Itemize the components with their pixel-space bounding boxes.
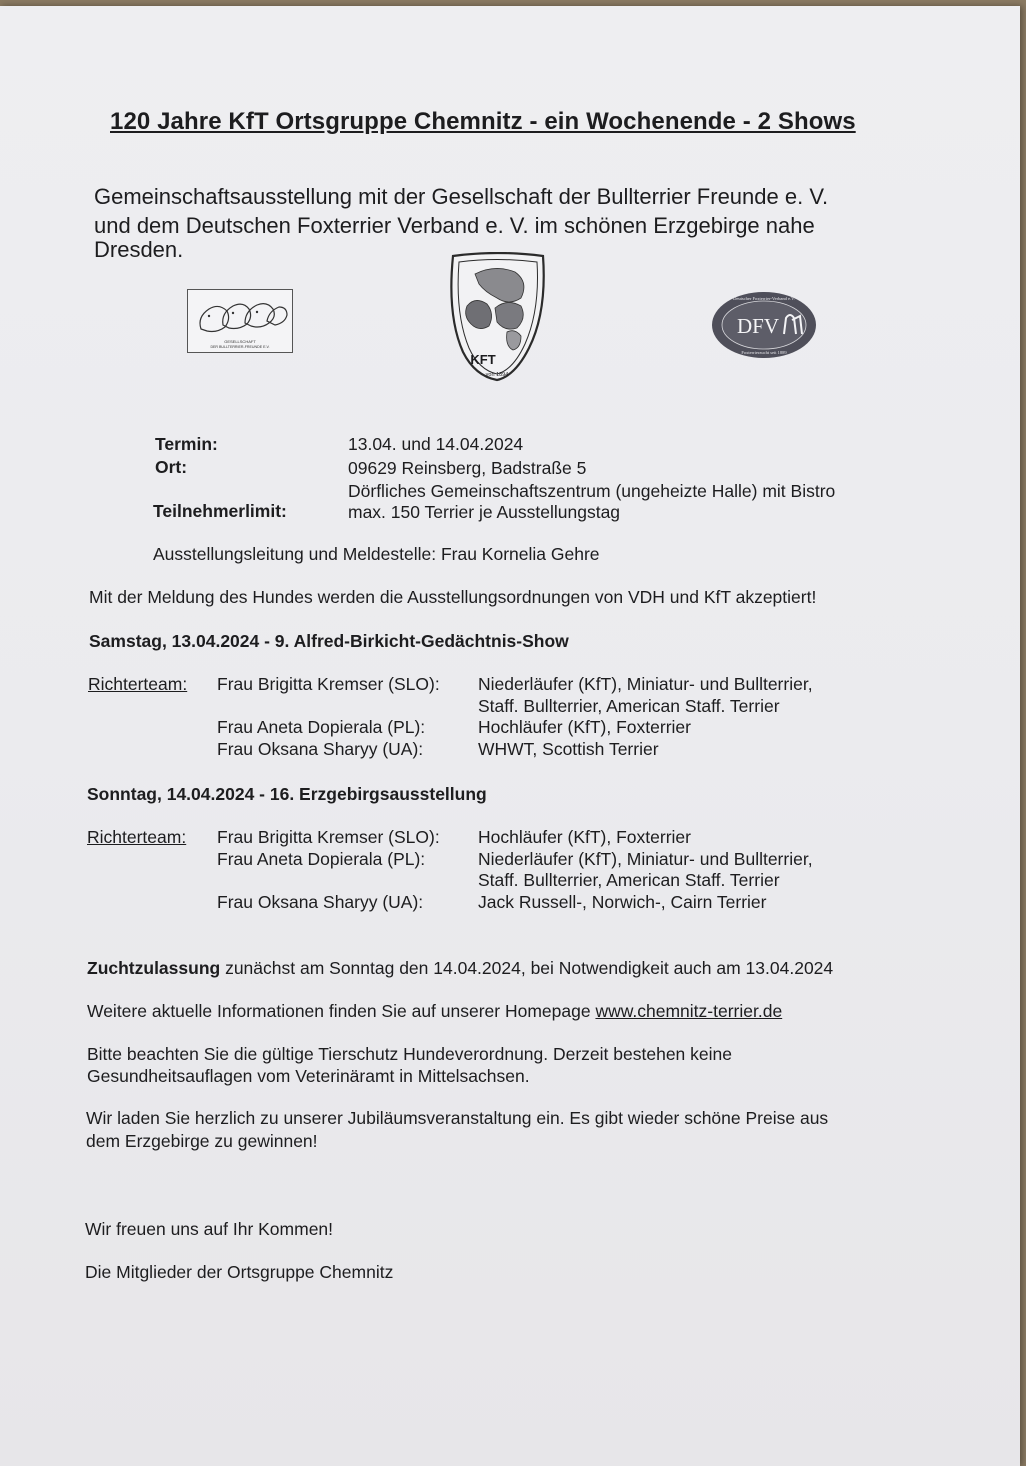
sunday-heading: Sonntag, 14.04.2024 - 16. Erzgebirgsausstellung <box>87 784 487 804</box>
sunday-judge-1-name: Frau Brigitta Kremser (SLO): <box>217 827 440 847</box>
saturday-judge-2-name: Frau Aneta Dopierala (PL): <box>217 717 426 737</box>
notice-line-2: Gesundheitsauflagen vom Veterinäramt in Mittelsachsen. <box>87 1066 530 1086</box>
bullterrier-heads-logo <box>187 289 293 353</box>
homepage-paragraph <box>87 1001 782 1022</box>
limit-label: Teilnehmerlimit: <box>153 501 287 521</box>
sunday-judge-2-breeds-2: Staff. Bullterrier, American Staff. Terrier <box>478 870 780 890</box>
dfv-oval-seal-logo <box>710 290 818 360</box>
termin-label: Termin: <box>155 434 218 454</box>
invite-line-2: dem Erzgebirge zu gewinnen! <box>86 1131 318 1151</box>
homepage-link[interactable]: www.chemnitz-terrier.de <box>595 1001 783 1021</box>
sunday-judge-2-name: Frau Aneta Dopierala (PL): <box>217 849 426 869</box>
saturday-heading: Samstag, 13.04.2024 - 9. Alfred-Birkicht-Gedächtnis-Show <box>89 631 569 651</box>
sunday-judge-3-breeds: Jack Russell-, Norwich-, Cairn Terrier <box>478 892 767 912</box>
saturday-judge-3-name: Frau Oksana Sharyy (UA): <box>217 739 424 759</box>
zucht-paragraph <box>87 958 833 979</box>
saturday-team-label: Richterteam: <box>88 674 188 694</box>
intro-line-2: und dem Deutschen Foxterrier Verband e. V. im schönen Erzgebirge nahe <box>94 213 815 238</box>
signature-text: Die Mitglieder der Ortsgruppe Chemnitz <box>85 1262 394 1282</box>
homepage-text: Weitere aktuelle Informationen finden Sie auf unserer Homepage <box>87 1001 596 1021</box>
gbf-logo-text-1: GESELLSCHAFT <box>224 339 256 344</box>
page-title: 120 Jahre KfT Ortsgruppe Chemnitz - ein Wochenende - 2 Shows <box>110 108 856 135</box>
kft-terrier-badge-logo <box>445 252 549 384</box>
gbf-logo-text-2: DER BULLTERRIER-FREUNDE E.V. <box>210 345 270 349</box>
kft-logo-label: KFT <box>470 352 496 367</box>
saturday-judge-2-breeds: Hochläufer (KfT), Foxterrier <box>478 717 691 737</box>
kft-logo-year: von 1894 <box>485 372 509 378</box>
acceptance-text: Mit der Meldung des Hundes werden die Ausstellungsordnungen von VDH und KfT akzeptiert! <box>89 587 817 607</box>
notice-line-1: Bitte beachten Sie die gültige Tierschutz Hundeverordnung. Derzeit bestehen keine <box>87 1044 732 1064</box>
ort-line-1: 09629 Reinsberg, Badstraße 5 <box>348 458 587 478</box>
sunday-judge-2-breeds-1: Niederläufer (KfT), Miniatur- und Bullterrier, <box>478 849 813 869</box>
saturday-judge-1-breeds-1: Niederläufer (KfT), Miniatur- und Bullterrier, <box>478 674 813 694</box>
saturday-judge-1-breeds-2: Staff. Bullterrier, American Staff. Terrier <box>478 696 780 716</box>
zucht-rest: zunächst am Sonntag den 14.04.2024, bei Notwendigkeit auch am 13.04.2024 <box>220 958 834 978</box>
intro-line-3: Dresden. <box>94 237 184 262</box>
dfv-ring-top: Deutscher Foxterrier-Verband e.V. <box>733 296 795 301</box>
sunday-team-label: Richterteam: <box>87 827 187 847</box>
intro-line-1: Gemeinschaftsausstellung mit der Gesellschaft der Bullterrier Freunde e. V. <box>94 184 829 209</box>
sunday-judge-1-breeds: Hochläufer (KfT), Foxterrier <box>478 827 691 847</box>
document-page <box>0 6 1020 1466</box>
sunday-judge-3-name: Frau Oksana Sharyy (UA): <box>217 892 424 912</box>
zucht-bold: Zuchtzulassung <box>87 958 221 978</box>
termin-value: 13.04. und 14.04.2024 <box>348 434 524 454</box>
ort-label: Ort: <box>155 457 188 477</box>
dfv-ring-bottom: Foxterrierzucht seit 1889 <box>741 350 787 355</box>
closing-text: Wir freuen uns auf Ihr Kommen! <box>85 1219 334 1239</box>
ort-line-2: Dörfliches Gemeinschaftszentrum (ungeheizte Halle) mit Bistro <box>348 481 836 501</box>
leitung-text: Ausstellungsleitung und Meldestelle: Frau Kornelia Gehre <box>153 544 600 564</box>
limit-value: max. 150 Terrier je Ausstellungstag <box>348 502 621 522</box>
saturday-judge-3-breeds: WHWT, Scottish Terrier <box>478 739 659 759</box>
invite-line-1: Wir laden Sie herzlich zu unserer Jubiläumsveranstaltung ein. Es gibt wieder schöne Preise aus <box>86 1108 829 1128</box>
saturday-judge-1-name: Frau Brigitta Kremser (SLO): <box>217 674 440 694</box>
dfv-logo-label: DFV <box>736 314 780 338</box>
